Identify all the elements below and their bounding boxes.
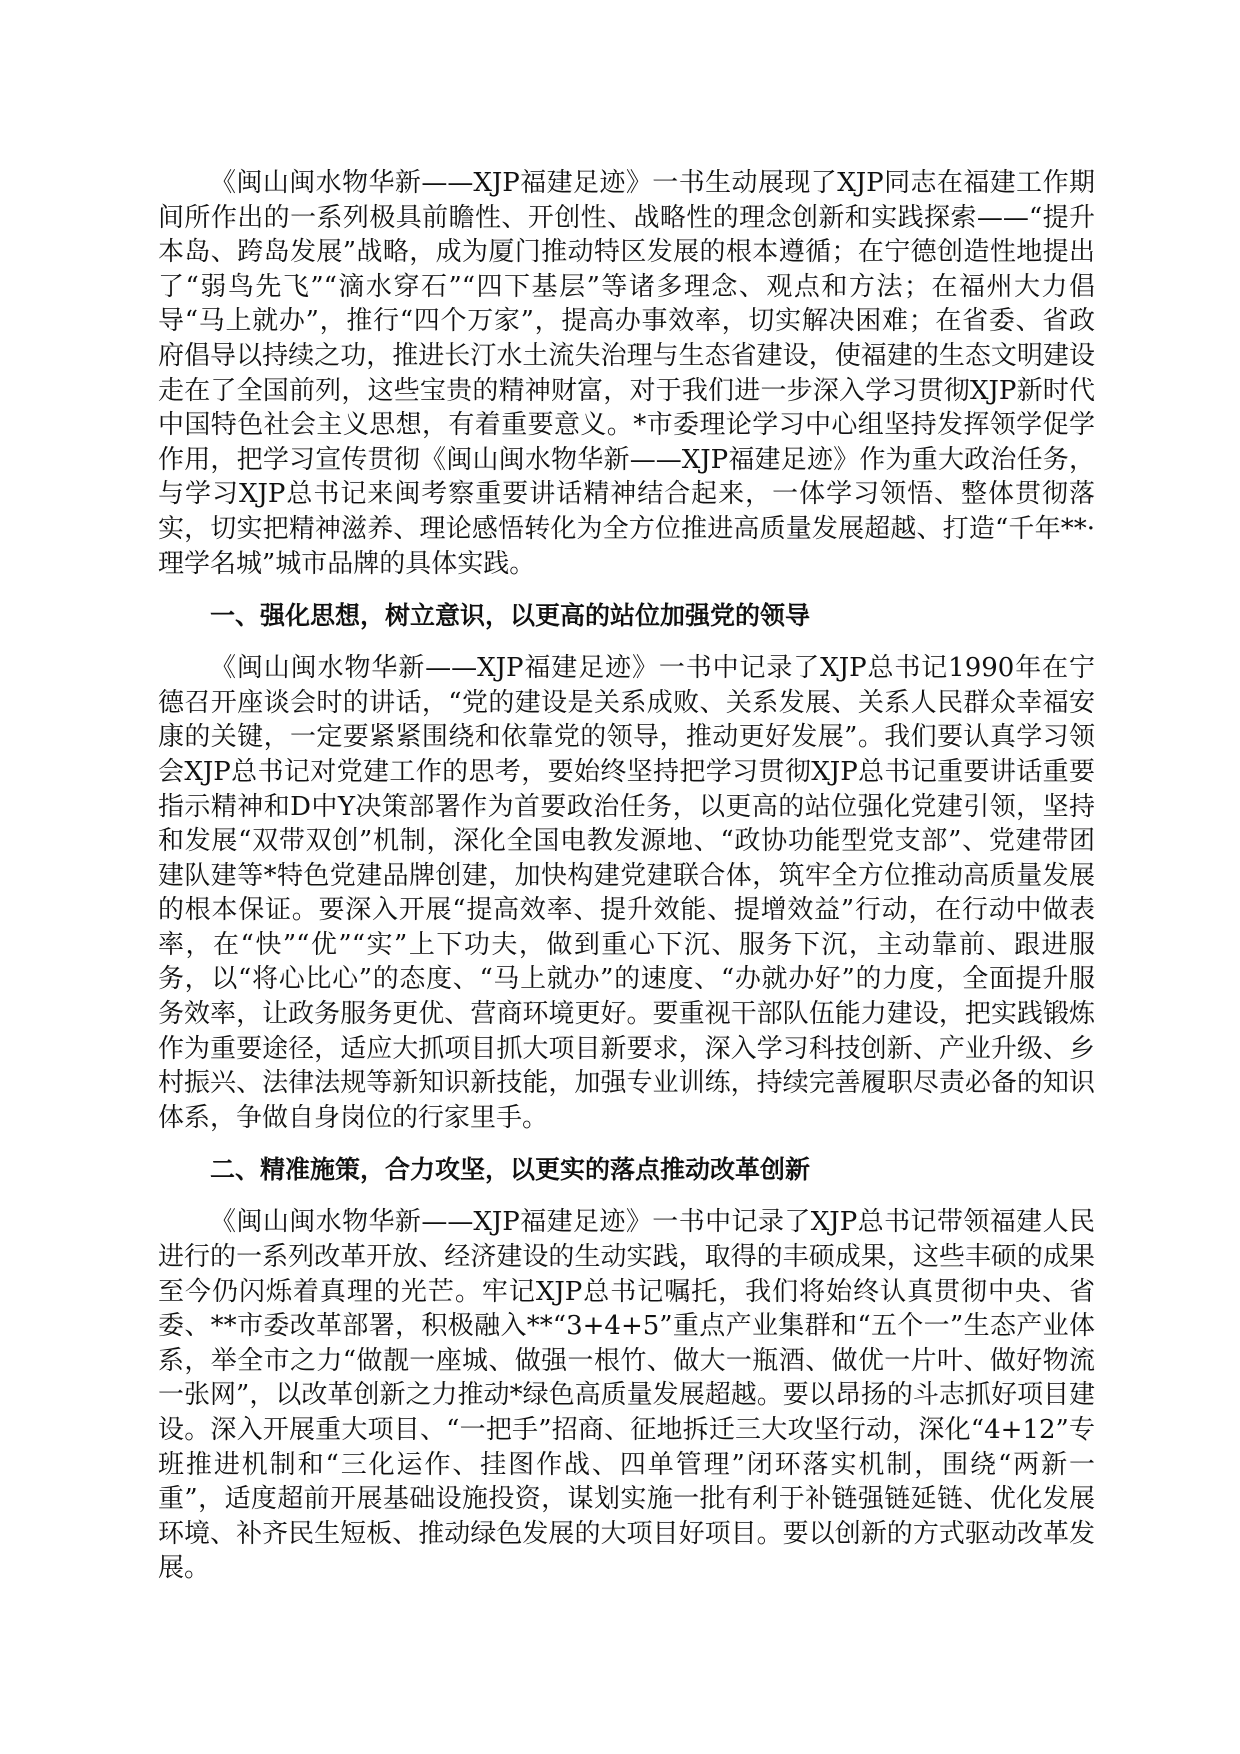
section-2-paragraph: 《闽山闽水物华新——XJP福建足迹》一书中记录了XJP总书记带领福建人民进行的一系列改革开放、经济建设的生动实践，取得的丰硕成果，这些丰硕的成果至今仍闪烁着真理的光芒。牢记XJP总书记嘱托，我们将始终认真贯彻中央、省委、**市委改革部署，积极融入**“3+4+5”重点产业集群和“五个一”生态产业体系，举全市之力“做靓一座城、做强一根竹、做大一瓶酒、做优一片叶、做好物流一张网”，以改革创新之力推动*绿色高质量发展超越。要以昂扬的斗志抓好项目建设。深入开展重大项目、“一把手”招商、征地拆迁三大攻坚行动，深化“4+12”专班推进机制和“三化运作、挂图作战、四单管理”闭环落实机制，围绕“两新一重”，适度超前开展基础设施投资，谋划实施一批有利于补链强链延链、优化发展环境、补齐民生短板、推动绿色发展的大项目好项目。要以创新的方式驱动改革发展。 [158, 1207, 1095, 1584]
section-heading-2: 二、精准施策，合力攻坚，以更实的落点推动改革创新 [210, 1155, 811, 1185]
intro-paragraph: 《闽山闽水物华新——XJP福建足迹》一书生动展现了XJP同志在福建工作期间所作出的一系列极具前瞻性、开创性、战略性的理念创新和实践探索——“提升本岛、跨岛发展”战略，成为厦门推动特区发展的根本遵循；在宁德创造性地提出了“弱鸟先飞”“滴水穿石”“四下基层”等诸多理念、观点和方法；在福州大力倡导“马上就办”，推行“四个万家”，提高办事效率，切实解决困难；在省委、省政府倡导以持续之功，推进长汀水土流失治理与生态省建设，使福建的生态文明建设走在了全国前列，这些宝贵的精神财富，对于我们进一步深入学习贯彻XJP新时代中国特色社会主义思想，有着重要意义。*市委理论学习中心组坚持发挥领学促学作用，把学习宣传贯彻《闽山闽水物华新——XJP福建足迹》作为重大政治任务，与学习XJP总书记来闽考察重要讲话精神结合起来，一体学习领悟、整体贯彻落实，切实把精神滋养、理论感悟转化为全方位推进高质量发展超越、打造“千年**·理学名城”城市品牌的具体实践。 [158, 168, 1095, 579]
section-1-paragraph: 《闽山闽水物华新——XJP福建足迹》一书中记录了XJP总书记1990年在宁德召开座谈会时的讲话，“党的建设是关系成败、关系发展、关系人民群众幸福安康的关键，一定要紧紧围绕和依靠党的领导，推动更好发展”。我们要认真学习领会XJP总书记对党建工作的思考，要始终坚持把学习贯彻XJP总书记重要讲话重要指示精神和D中Y决策部署作为首要政治任务，以更高的站位强化党建引领，坚持和发展“双带双创”机制，深化全国电教发源地、“政协功能型党支部”、党建带团建队建等*特色党建品牌创建，加快构建党建联合体，筑牢全方位推动高质量发展的根本保证。要深入开展“提高效率、提升效能、提增效益”行动，在行动中做表率，在“快”“优”“实”上下功夫，做到重心下沉、服务下沉，主动靠前、跟进服务，以“将心比心”的态度、“马上就办”的速度、“办就办好”的力度，全面提升服务效率，让政务服务更优、营商环境更好。要重视干部队伍能力建设，把实践锻炼作为重要途径，适应大抓项目抓大项目新要求，深入学习科技创新、产业升级、乡村振兴、法律法规等新知识新技能，加强专业训练，持续完善履职尽责必备的知识体系，争做自身岗位的行家里手。 [158, 653, 1095, 1133]
section-heading-1: 一、强化思想，树立意识，以更高的站位加强党的领导 [210, 601, 811, 631]
